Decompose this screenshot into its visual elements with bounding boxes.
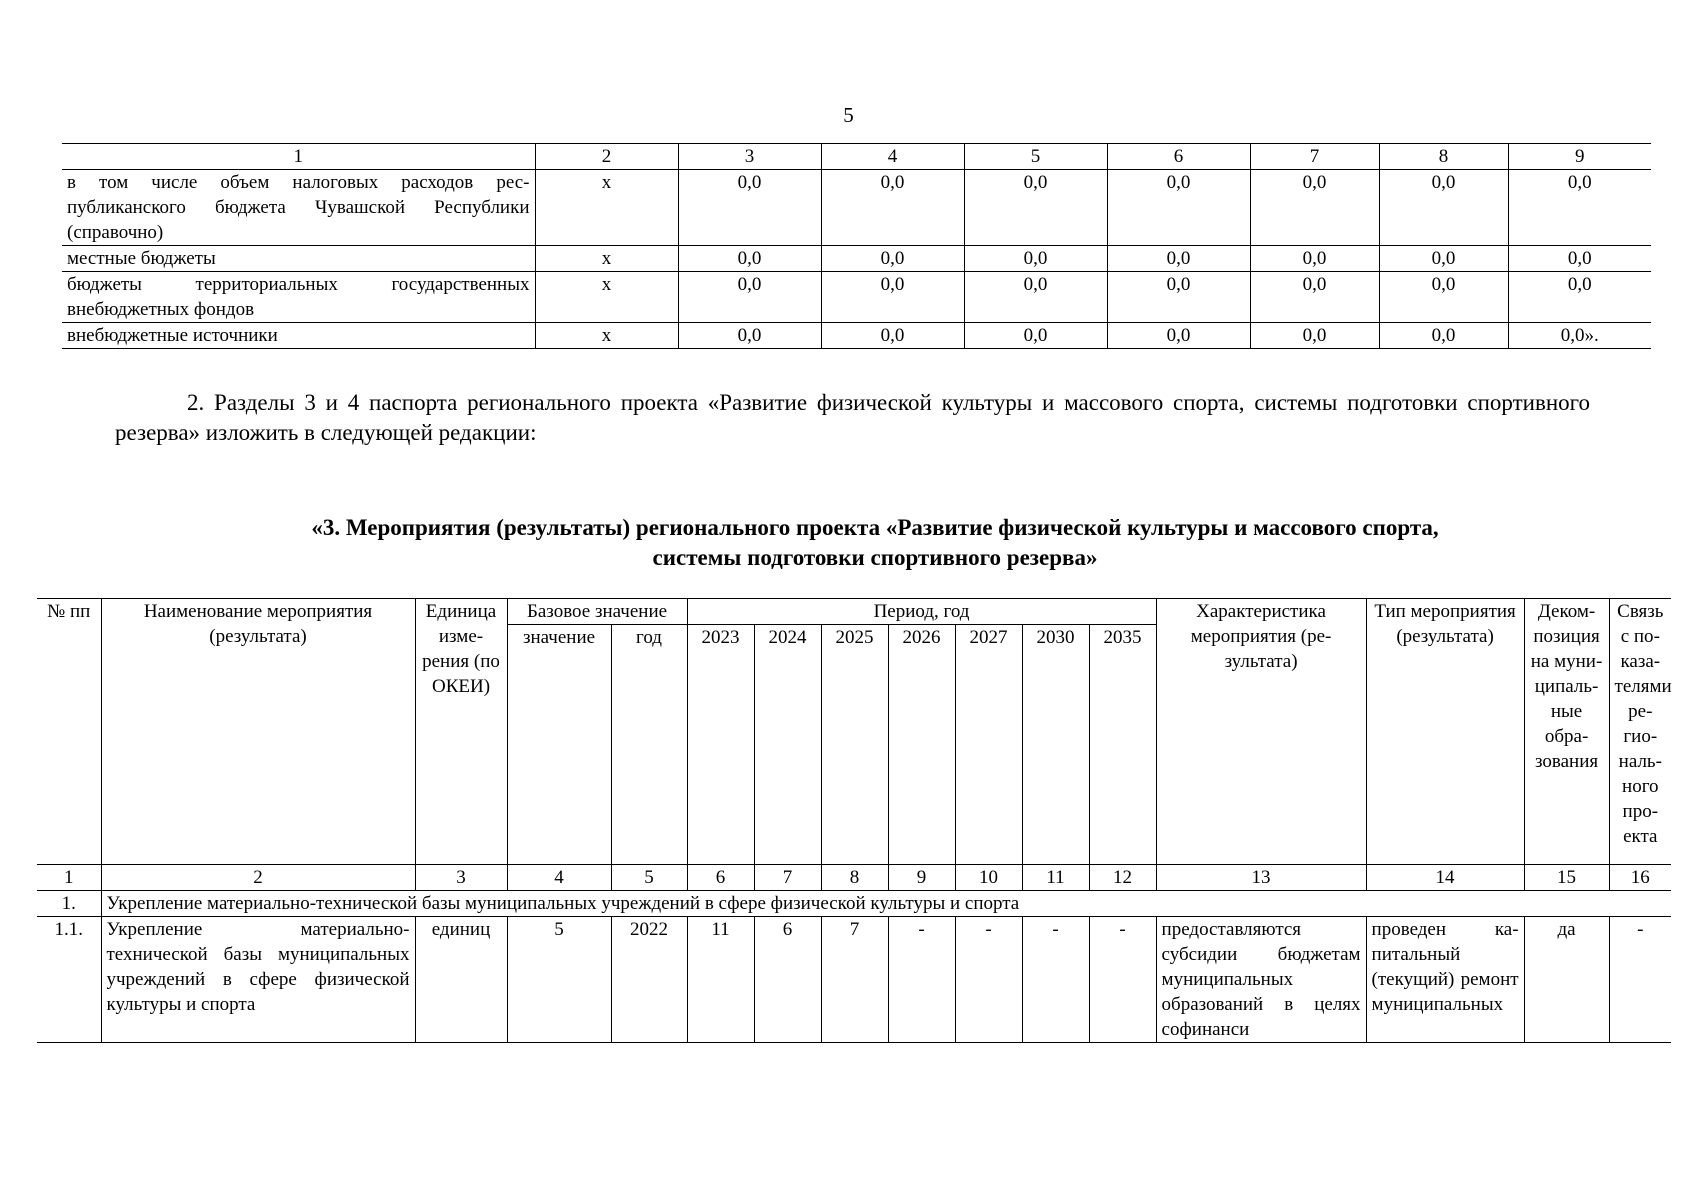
row-unit: единиц	[415, 917, 507, 1043]
cell-value: 0,0	[1250, 170, 1379, 246]
cell-value: 0,0	[964, 246, 1107, 272]
row-type: проведен капитальный (текущий) ремонт муниципальных	[1366, 917, 1524, 1043]
col-number: 9	[1508, 144, 1651, 170]
col-number: 3	[415, 865, 507, 891]
row-decomposition: да	[1524, 917, 1609, 1043]
table-row	[62, 323, 1651, 349]
header-period: Период, год	[687, 599, 1156, 625]
col-number: 13	[1156, 865, 1366, 891]
col-number: 10	[955, 865, 1022, 891]
header-link: Связь с показателями регионального проекта	[1609, 599, 1671, 865]
section-title-line: «3. Мероприятия (результаты) регионального проекта «Развитие физической культуры и массового спорта,	[311, 515, 1439, 540]
cell-value: 0,0	[1250, 272, 1379, 323]
row-mark: х	[535, 272, 678, 323]
header-unit: Единица измерения (по ОКЕИ)	[415, 599, 507, 865]
row-year-value: 11	[687, 917, 754, 1043]
row-label: местные бюджеты	[62, 246, 535, 272]
row-year-value: -	[1022, 917, 1089, 1043]
col-number: 4	[821, 144, 964, 170]
col-number: 7	[754, 865, 821, 891]
header-year: 2026	[888, 625, 955, 865]
row-base-value: 5	[507, 917, 611, 1043]
cell-value: 0,0	[1379, 170, 1508, 246]
cell-value: 0,0	[964, 272, 1107, 323]
header-year: 2025	[821, 625, 888, 865]
cell-value: 0,0	[821, 272, 964, 323]
cell-value: 0,0	[1250, 246, 1379, 272]
header-type: Тип мероприятия (результата)	[1366, 599, 1524, 865]
cell-value: 0,0	[964, 170, 1107, 246]
cell-value: 0,0».	[1508, 323, 1651, 349]
row-mark: х	[535, 246, 678, 272]
cell-value: 0,0	[964, 323, 1107, 349]
table-row	[62, 170, 1651, 246]
cell-value: 0,0	[1107, 170, 1250, 246]
cell-value: 0,0	[1508, 246, 1651, 272]
table-row	[62, 246, 1651, 272]
col-number: 8	[1379, 144, 1508, 170]
col-number: 15	[1524, 865, 1609, 891]
col-number: 6	[1107, 144, 1250, 170]
header-year: 2027	[955, 625, 1022, 865]
header-year: 2024	[754, 625, 821, 865]
header-base-year: год	[611, 625, 687, 865]
cell-value: 0,0	[1107, 246, 1250, 272]
col-number: 8	[821, 865, 888, 891]
table-row	[37, 917, 1671, 1043]
col-number: 6	[687, 865, 754, 891]
activities-table	[37, 598, 1671, 1043]
cell-value: 0,0	[821, 323, 964, 349]
page-number: 5	[843, 103, 854, 127]
col-number: 14	[1366, 865, 1524, 891]
header-year: 2023	[687, 625, 754, 865]
section-title	[200, 513, 1550, 573]
cell-value: 0,0	[678, 170, 821, 246]
row-year-value: -	[955, 917, 1022, 1043]
col-number: 11	[1022, 865, 1089, 891]
column-number-row	[37, 865, 1671, 891]
col-number: 1	[62, 144, 535, 170]
header-name: Наименование мероприятия (результата)	[101, 599, 415, 865]
col-number: 4	[507, 865, 611, 891]
funding-table	[62, 143, 1651, 349]
col-number: 1	[37, 865, 101, 891]
header-num: № пп	[37, 599, 101, 865]
cell-value: 0,0	[1107, 272, 1250, 323]
row-year-value: -	[1089, 917, 1156, 1043]
row-link: -	[1609, 917, 1671, 1043]
col-number: 12	[1089, 865, 1156, 891]
row-characteristic: предоставляются субсидии бюджетам муниципальных образований в целях софинанси	[1156, 917, 1366, 1043]
cell-value: 0,0	[1379, 246, 1508, 272]
amendment-paragraph: 2. Разделы 3 и 4 паспорта регионального проекта «Развитие физической культуры и массового спорта, системы подготовки спортивного резерва» изложить в следующей редакции:	[115, 390, 1590, 445]
cell-value: 0,0	[1107, 323, 1250, 349]
row-label: внебюджетные источники	[62, 323, 535, 349]
table-header-row	[62, 144, 1651, 170]
cell-value: 0,0	[1250, 323, 1379, 349]
cell-value: 0,0	[821, 246, 964, 272]
header-decomposition: Декомпозиция на муниципальные образования	[1524, 599, 1609, 865]
cell-value: 0,0	[1379, 272, 1508, 323]
cell-value: 0,0	[678, 246, 821, 272]
col-number: 2	[101, 865, 415, 891]
cell-value: 0,0	[1508, 272, 1651, 323]
row-mark: х	[535, 170, 678, 246]
table-row	[62, 272, 1651, 323]
col-number: 16	[1609, 865, 1671, 891]
row-label: в том числе объем налоговых расходов республиканского бюджета Чувашской Республики (справочно)	[62, 170, 535, 246]
header-year: 2030	[1022, 625, 1089, 865]
col-number: 9	[888, 865, 955, 891]
col-number: 5	[964, 144, 1107, 170]
cell-value: 0,0	[1379, 323, 1508, 349]
table-header-row	[37, 599, 1671, 625]
cell-value: 0,0	[1508, 170, 1651, 246]
row-name: Укрепление материально-технической базы муниципальных учреждений в сфере физической культуры и спорта	[101, 917, 415, 1043]
row-mark: х	[535, 323, 678, 349]
header-characteristic: Характеристика мероприятия (результата)	[1156, 599, 1366, 865]
row-year-value: 7	[821, 917, 888, 1043]
section-num: 1.	[37, 891, 101, 917]
row-year-value: -	[888, 917, 955, 1043]
header-year: 2035	[1089, 625, 1156, 865]
cell-value: 0,0	[678, 323, 821, 349]
header-base: Базовое значение	[507, 599, 687, 625]
row-year-value: 6	[754, 917, 821, 1043]
row-label: бюджеты территориальных государственных внебюджетных фондов	[62, 272, 535, 323]
row-num: 1.1.	[37, 917, 101, 1043]
col-number: 5	[611, 865, 687, 891]
cell-value: 0,0	[678, 272, 821, 323]
col-number: 7	[1250, 144, 1379, 170]
section-row	[37, 891, 1671, 917]
col-number: 3	[678, 144, 821, 170]
col-number: 2	[535, 144, 678, 170]
cell-value: 0,0	[821, 170, 964, 246]
section-title-cell: Укрепление материально-технической базы муниципальных учреждений в сфере физической культуры и спорта	[101, 891, 1671, 917]
row-base-year: 2022	[611, 917, 687, 1043]
section-title-line: системы подготовки спортивного резерва»	[652, 545, 1098, 570]
header-base-value: значение	[507, 625, 611, 865]
